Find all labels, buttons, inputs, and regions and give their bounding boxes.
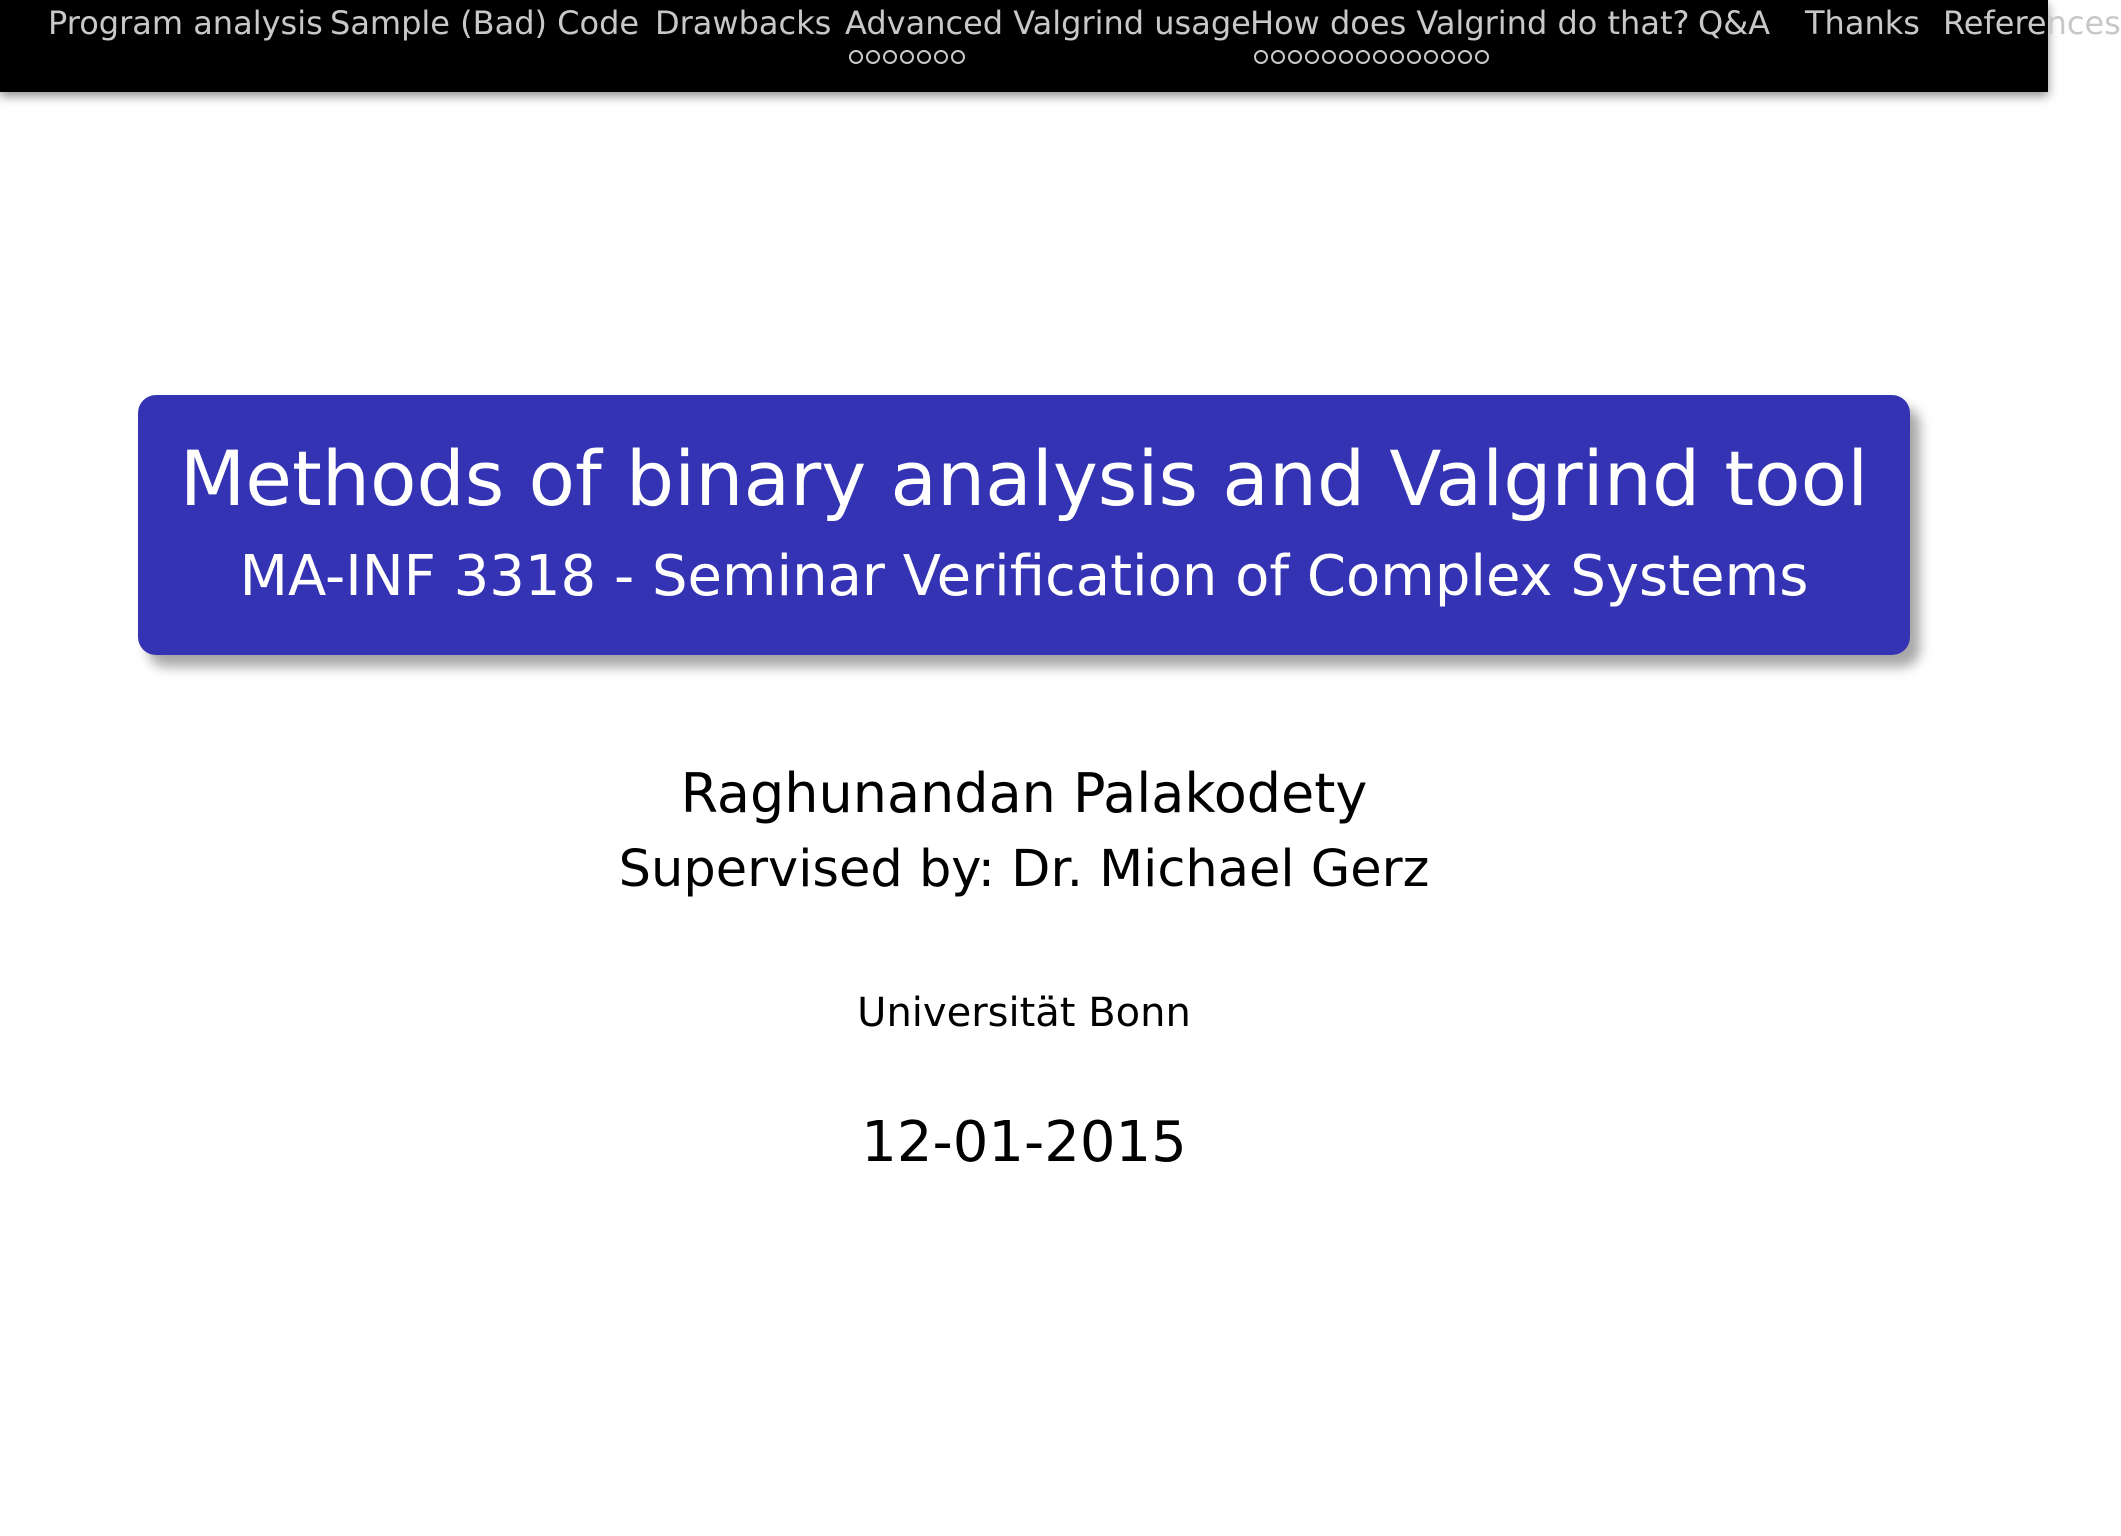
nav-section-qa[interactable]: Q&A: [1698, 4, 1771, 42]
nav-slide-dot[interactable]: [1407, 50, 1421, 64]
nav-slide-dot[interactable]: [1254, 50, 1268, 64]
presentation-title: Methods of binary analysis and Valgrind tool: [179, 434, 1869, 523]
author-name: Raghunandan Palakodety: [680, 762, 1368, 825]
nav-section-program-analysis[interactable]: Program analysis: [48, 4, 323, 42]
nav-slide-dot[interactable]: [883, 50, 897, 64]
nav-section-thanks[interactable]: Thanks: [1805, 4, 1920, 42]
nav-slide-dot[interactable]: [1424, 50, 1438, 64]
nav-slide-dot[interactable]: [1271, 50, 1285, 64]
presentation-date: 12-01-2015: [861, 1110, 1187, 1175]
nav-slide-dot[interactable]: [1441, 50, 1455, 64]
nav-slide-dot[interactable]: [917, 50, 931, 64]
nav-slide-dot[interactable]: [951, 50, 965, 64]
institute-name: Universität Bonn: [857, 990, 1191, 1036]
nav-slide-dot[interactable]: [934, 50, 948, 64]
nav-slide-dots-how-does-valgrind-do-that: [1254, 50, 1489, 68]
nav-slide-dot[interactable]: [1390, 50, 1404, 64]
nav-section-advanced-valgrind-usage[interactable]: Advanced Valgrind usage: [845, 4, 1251, 42]
nav-section-sample-bad-code[interactable]: Sample (Bad) Code: [330, 4, 640, 42]
nav-slide-dot[interactable]: [1288, 50, 1302, 64]
nav-slide-dot[interactable]: [1322, 50, 1336, 64]
nav-slide-dot[interactable]: [866, 50, 880, 64]
nav-slide-dot[interactable]: [849, 50, 863, 64]
nav-slide-dot[interactable]: [1475, 50, 1489, 64]
nav-slide-dot[interactable]: [900, 50, 914, 64]
presentation-subtitle: MA-INF 3318 - Seminar Verification of Complex Systems: [239, 544, 1809, 609]
nav-slide-dot[interactable]: [1458, 50, 1472, 64]
nav-slide-dot[interactable]: [1373, 50, 1387, 64]
nav-slide-dot[interactable]: [1305, 50, 1319, 64]
section-navigation-bar: [0, 0, 2121, 92]
nav-section-references[interactable]: References: [1943, 4, 2121, 42]
nav-slide-dot[interactable]: [1356, 50, 1370, 64]
nav-section-drawbacks[interactable]: Drawbacks: [655, 4, 832, 42]
title-block: [138, 395, 1910, 655]
nav-slide-dot[interactable]: [1339, 50, 1353, 64]
nav-slide-dots-advanced-valgrind-usage: [849, 50, 965, 68]
supervisor-line: Supervised by: Dr. Michael Gerz: [618, 840, 1430, 899]
nav-section-how-does-valgrind-do-that[interactable]: How does Valgrind do that?: [1250, 4, 1690, 42]
